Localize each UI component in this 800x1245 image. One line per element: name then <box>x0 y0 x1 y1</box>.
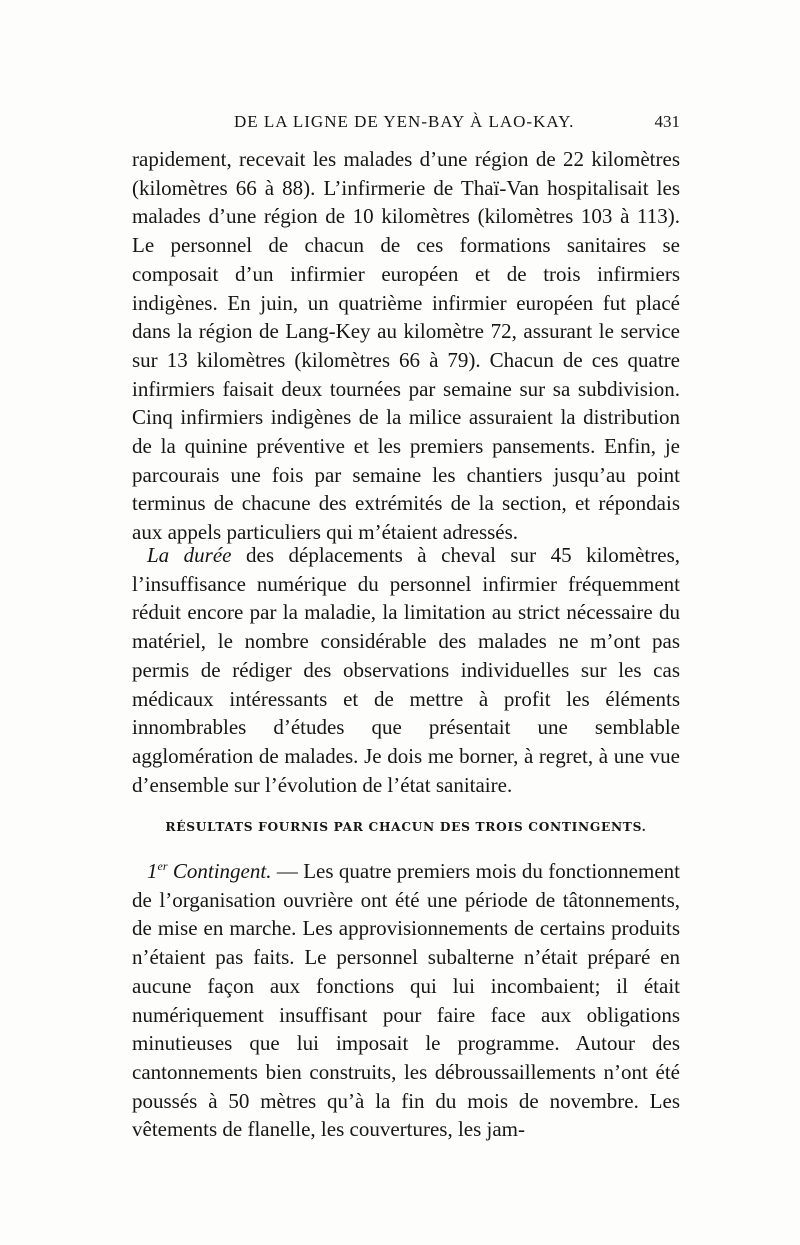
running-head-title: DE LA LIGNE DE YEN-BAY À LAO-KAY. <box>234 112 575 131</box>
paragraph-1: rapidement, recevait les malades d’une région de 22 kilomètres (kilomètres 66 à 88). L’infirmerie de Thaï-Van hospitalisait les malades d’une région de 10 kilomètres (kilomètres 103 à 113). Le personnel de chacun de ces formations sanitaires se composait d’un infirmier européen et de trois infirmiers indigènes. En juin, un quatrième infirmier européen fut placé dans la région de Lang-Key au kilomètre 72, assurant le service sur 13 kilomètres (kilomètres 66 à 79). Chacun de ces quatre infirmiers faisait deux tournées par semaine sur sa subdivision. Cinq infirmiers indigènes de la milice assuraient la distribution de la quinine préventive et les premiers pansements. Enfin, je parcourais une fois par semaine les chantiers jusqu’au point terminus de chacune des extrémités de la section, et répondais aux appels particuliers qui m’étaient adressés. <box>132 147 680 545</box>
paragraph-2-italic-lead: La durée <box>147 543 232 567</box>
lead-ordinal: er <box>157 859 168 873</box>
paragraph-3 <box>132 857 680 1144</box>
page-number: 431 <box>654 112 680 131</box>
paragraph-2 <box>132 541 680 799</box>
paragraph-3-lead <box>147 859 271 883</box>
section-heading: RÉSULTATS FOURNIS PAR CHACUN DES TROIS CONTINGENTS. <box>165 820 647 834</box>
running-head <box>132 112 680 138</box>
lead-number: 1 <box>147 859 158 883</box>
lead-word: Contingent. <box>167 859 272 883</box>
paragraph-3-body: — Les quatre premiers mois du fonctionnement de l’organisation ouvrière ont été une période de tâtonnements, de mise en marche. Les approvisionnements de certains produits n’étaient pas faits. Le personnel subalterne n’était préparé en aucune façon aux fonctions qui lui incombaient; il était numériquement insuffisant pour faire face aux obligations minutieuses que lui imposait le programme. Autour des cantonnements bien construits, les débroussaillements n’ont été poussés à 50 mètres qu’à la fin du mois de novembre. Les vêtements de flanelle, les couvertures, les jam- <box>132 859 680 1142</box>
paragraph-2-body: des déplacements à cheval sur 45 kilomètres, l’insuffisance numérique du personnel infirmier fréquemment réduit encore par la maladie, la limitation au strict nécessaire du matériel, le nombre considérable des malades ne m’ont pas permis de rédiger des observations individuelles sur les cas médicaux intéressants et de mettre à profit les éléments innombrables d’études que présentait une semblable agglomération de malades. Je dois me borner, à regret, à une vue d’ensemble sur l’évolution de l’état sanitaire. <box>132 543 680 797</box>
